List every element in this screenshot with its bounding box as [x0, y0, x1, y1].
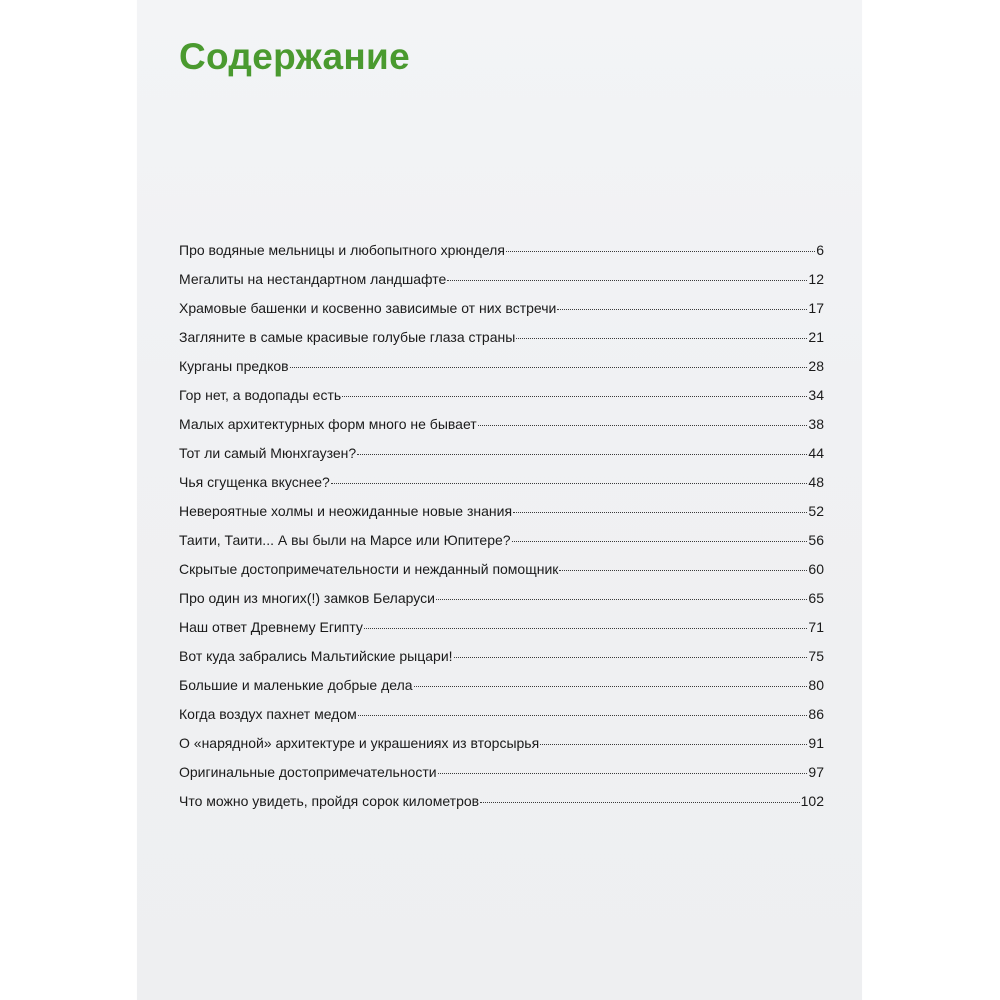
dot-leader	[513, 512, 807, 513]
dot-leader	[364, 628, 808, 629]
toc-entry-page-number: 97	[808, 764, 824, 780]
dot-leader	[557, 309, 807, 310]
toc-entry-title: Что можно увидеть, пройдя сорок километров	[179, 793, 480, 809]
dot-leader	[358, 715, 808, 716]
toc-entry	[179, 329, 824, 358]
toc-entry-page-number: 44	[808, 445, 824, 461]
dot-leader	[540, 744, 807, 745]
toc-entry-page-number: 38	[808, 416, 824, 432]
dot-leader	[506, 251, 815, 252]
toc-entry-title: Оригинальные достопримечательности	[179, 764, 437, 780]
dot-leader	[436, 599, 808, 600]
dot-leader	[357, 454, 807, 455]
toc-entry-page-number: 48	[808, 474, 824, 490]
dot-leader	[331, 483, 808, 484]
toc-entry-title: Гор нет, а водопады есть	[179, 387, 342, 403]
book-page	[137, 0, 862, 1000]
toc-entry-page-number: 34	[808, 387, 824, 403]
toc-entry	[179, 474, 824, 503]
toc-entry-title: Малых архитектурных форм много не бывает	[179, 416, 477, 432]
toc-entry-title: Невероятные холмы и неожиданные новые знания	[179, 503, 513, 519]
toc-entry	[179, 561, 824, 590]
toc-entry-page-number: 60	[808, 561, 824, 577]
toc-entry-title: Мегалиты на нестандартном ландшафте	[179, 271, 447, 287]
dot-leader	[447, 280, 807, 281]
table-of-contents	[179, 242, 824, 822]
toc-entry-title: Когда воздух пахнет медом	[179, 706, 357, 722]
toc-entry	[179, 532, 824, 561]
toc-entry-page-number: 21	[808, 329, 824, 345]
dot-leader	[559, 570, 807, 571]
toc-entry-page-number: 71	[808, 619, 824, 635]
toc-entry	[179, 764, 824, 793]
toc-entry-page-number: 102	[800, 793, 824, 809]
toc-entry-page-number: 12	[808, 271, 824, 287]
toc-entry	[179, 416, 824, 445]
dot-leader	[454, 657, 808, 658]
toc-entry-page-number: 56	[808, 532, 824, 548]
toc-entry-title: Наш ответ Древнему Египту	[179, 619, 363, 635]
toc-entry	[179, 735, 824, 764]
toc-entry	[179, 706, 824, 735]
toc-entry-title: О «нарядной» архитектуре и украшениях из вторсырья	[179, 735, 540, 751]
toc-entry-title: Скрытые достопримечательности и нежданный помощник	[179, 561, 559, 577]
dot-leader	[290, 367, 808, 368]
toc-entry-title: Чья сгущенка вкуснее?	[179, 474, 330, 490]
toc-entry	[179, 648, 824, 677]
dot-leader	[414, 686, 808, 687]
toc-entry-title: Таити, Таити... А вы были на Марсе или Юпитере?	[179, 532, 511, 548]
toc-entry	[179, 271, 824, 300]
toc-entry-title: Курганы предков	[179, 358, 289, 374]
toc-entry-page-number: 17	[808, 300, 824, 316]
toc-entry-title: Храмовые башенки и косвенно зависимые от них встречи	[179, 300, 557, 316]
dot-leader	[342, 396, 807, 397]
toc-entry-page-number: 86	[808, 706, 824, 722]
toc-entry	[179, 358, 824, 387]
toc-entry-title: Загляните в самые красивые голубые глаза страны	[179, 329, 516, 345]
dot-leader	[478, 425, 808, 426]
page-title: Содержание	[179, 36, 410, 77]
dot-leader	[516, 338, 807, 339]
toc-entry-title: Вот куда забрались Мальтийские рыцари!	[179, 648, 453, 664]
toc-entry	[179, 503, 824, 532]
toc-entry	[179, 387, 824, 416]
toc-entry-title: Тот ли самый Мюнхгаузен?	[179, 445, 357, 461]
toc-entry-title: Про водяные мельницы и любопытного хрюнделя	[179, 242, 505, 258]
toc-entry-page-number: 6	[816, 242, 824, 258]
toc-entry-page-number: 80	[808, 677, 824, 693]
toc-entry-page-number: 65	[808, 590, 824, 606]
dot-leader	[512, 541, 808, 542]
toc-entry	[179, 242, 824, 271]
toc-entry	[179, 590, 824, 619]
toc-entry-page-number: 75	[808, 648, 824, 664]
dot-leader	[480, 802, 800, 803]
toc-entry-title: Большие и маленькие добрые дела	[179, 677, 413, 693]
toc-entry-page-number: 28	[808, 358, 824, 374]
dot-leader	[438, 773, 808, 774]
toc-entry	[179, 300, 824, 329]
toc-entry	[179, 793, 824, 822]
toc-entry	[179, 619, 824, 648]
toc-entry	[179, 677, 824, 706]
toc-entry-title: Про один из многих(!) замков Беларуси	[179, 590, 435, 606]
toc-entry-page-number: 52	[808, 503, 824, 519]
toc-entry	[179, 445, 824, 474]
toc-entry-page-number: 91	[808, 735, 824, 751]
